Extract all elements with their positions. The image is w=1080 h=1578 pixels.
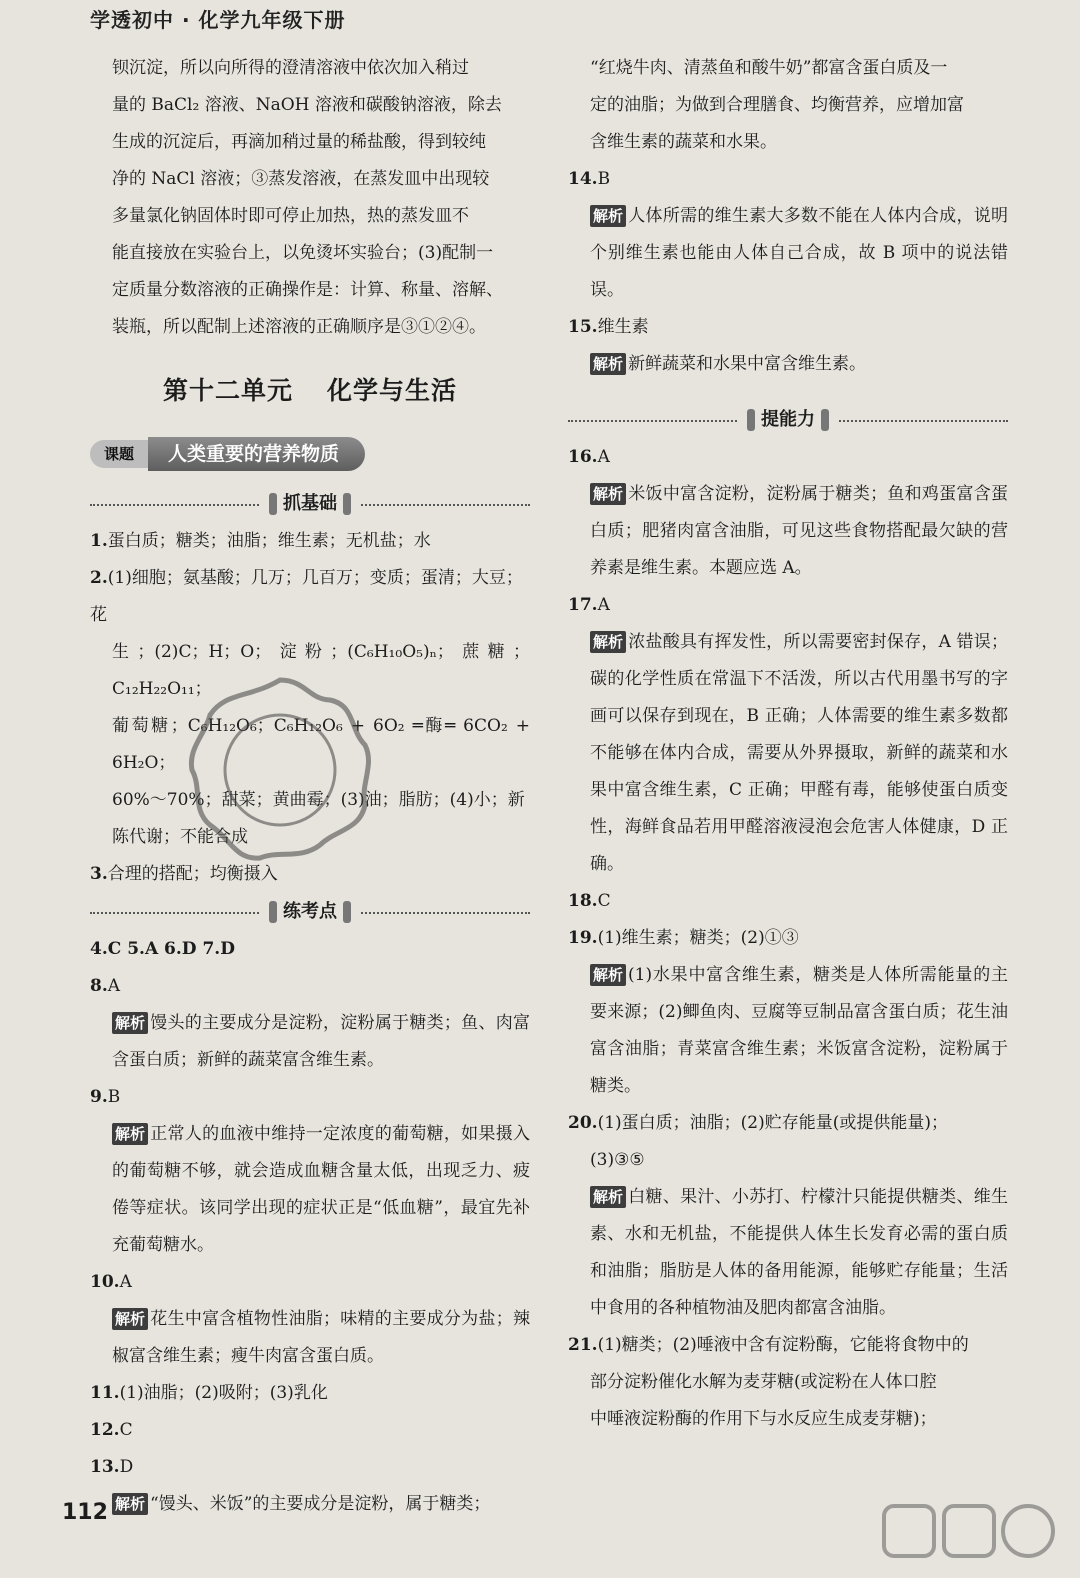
intro-paragraph bbox=[90, 50, 530, 346]
section-divider-basics bbox=[90, 489, 530, 519]
continued-paragraph bbox=[568, 50, 1008, 161]
item-number: 17. bbox=[568, 595, 598, 615]
item-number: 15. bbox=[568, 317, 598, 337]
section-divider-ability bbox=[568, 405, 1008, 435]
answer-item bbox=[568, 883, 1008, 920]
item-number: 21. bbox=[568, 1335, 598, 1355]
text-line: 60%～70%；甜菜；黄曲霉；(3)油；脂肪；(4)小；新 bbox=[112, 790, 525, 810]
explanation bbox=[568, 624, 1008, 883]
text-line: 中唾液淀粉酶的作用下与水反应生成麦芽糖)； bbox=[590, 1409, 937, 1429]
explanation bbox=[90, 1116, 530, 1264]
analysis-tag: 解析 bbox=[112, 1493, 148, 1515]
item-answer: D bbox=[119, 1457, 134, 1477]
analysis-tag: 解析 bbox=[112, 1123, 148, 1145]
item-number: 20. bbox=[568, 1113, 598, 1133]
explanation bbox=[568, 1179, 1008, 1327]
answer-item bbox=[568, 439, 1008, 476]
item-number: 14. bbox=[568, 169, 598, 189]
item-number: 9. bbox=[90, 1087, 108, 1107]
item-answer: C bbox=[119, 1420, 133, 1440]
item-answer: (1)油脂；(2)吸附；(3)乳化 bbox=[119, 1383, 328, 1403]
answer-item bbox=[90, 1375, 530, 1412]
answer-item: 4.C 5.A 6.D 7.D bbox=[90, 939, 235, 959]
answer-item bbox=[568, 920, 1008, 957]
text-line: 钡沉淀，所以向所得的澄清溶液中依次加入稍过 bbox=[112, 58, 469, 78]
explanation-text: 正常人的血液中维持一定浓度的葡萄糖，如果摄入的葡萄糖不够，就会造成血糖含量太低，出现乏力、疲倦等症状。该同学出现的症状正是“低血糖”，最宜先补充葡萄糖水。 bbox=[112, 1124, 530, 1255]
text-line: 定质量分数溶液的正确操作是：计算、称量、溶解、 bbox=[112, 280, 503, 300]
explanation-text: 米饭中富含淀粉，淀粉属于糖类；鱼和鸡蛋富含蛋白质；肥猪肉富含油脂，可见这些食物搭配最欠缺的营养素是维生素。本题应选 A。 bbox=[590, 484, 1008, 578]
answer-item bbox=[90, 1412, 530, 1449]
answer-item bbox=[568, 1105, 1008, 1142]
item-number: 1. bbox=[90, 531, 108, 551]
answer-item bbox=[90, 523, 530, 560]
text-line: “红烧牛肉、清蒸鱼和酸牛奶”都富含蛋白质及一 bbox=[590, 58, 948, 78]
answer-item bbox=[90, 1264, 530, 1301]
divider-cap-icon bbox=[821, 409, 829, 431]
text-line: 部分淀粉催化水解为麦芽糖(或淀粉在人体口腔 bbox=[590, 1372, 937, 1392]
item-number: 3. bbox=[90, 864, 108, 884]
explanation bbox=[90, 1301, 530, 1375]
divider-cap-icon bbox=[343, 493, 351, 515]
unit-name: 化学与生活 bbox=[327, 376, 458, 405]
divider-cap-icon bbox=[747, 409, 755, 431]
item-number: 8. bbox=[90, 976, 108, 996]
answer-item bbox=[568, 309, 1008, 346]
analysis-tag: 解析 bbox=[590, 1186, 626, 1208]
stamp-icon bbox=[180, 670, 380, 870]
item-number: 2. bbox=[90, 568, 108, 588]
item-answer: C bbox=[597, 891, 611, 911]
analysis-tag: 解析 bbox=[590, 483, 626, 505]
item-answer: 维生素 bbox=[597, 317, 649, 337]
explanation-text: 白糖、果汁、小苏打、柠檬汁只能提供糖类、维生素、水和无机盐，不能提供人体生长发育必需的蛋白质和油脂；脂肪是人体的备用能源，能够贮存能量；生活中食用的各种植物油及肥肉都富含油脂。 bbox=[590, 1187, 1008, 1318]
lesson-name: 人类重要的营养物质 bbox=[148, 437, 365, 471]
answer-item bbox=[568, 1327, 1008, 1364]
section-divider-practice bbox=[90, 897, 530, 927]
answer-item bbox=[90, 560, 530, 634]
answer-item bbox=[90, 1449, 530, 1486]
explanation bbox=[568, 346, 1008, 383]
explanation bbox=[90, 1005, 530, 1079]
page-header: 学透初中 · 化学九年级下册 bbox=[90, 8, 346, 32]
section-label: 提能力 bbox=[761, 409, 815, 430]
analysis-tag: 解析 bbox=[112, 1012, 148, 1034]
text-line: 生；(2)C；H；O；淀粉；(C₆H₁₀O₅)ₙ；蔗糖；C₁₂H₂₂O₁₁； bbox=[112, 642, 530, 699]
analysis-tag: 解析 bbox=[590, 631, 626, 653]
section-label: 练考点 bbox=[283, 901, 337, 922]
text-line: (3)③⑤ bbox=[590, 1150, 645, 1170]
explanation-text: 人体所需的维生素大多数不能在人体内合成，说明个别维生素也能由人体自己合成，故 B 项中的说法错误。 bbox=[590, 206, 1008, 300]
item-number: 10. bbox=[90, 1272, 120, 1292]
page-number: 112 bbox=[62, 1500, 108, 1525]
divider-cap-icon bbox=[269, 901, 277, 923]
answer-item bbox=[90, 968, 530, 1005]
item-number: 18. bbox=[568, 891, 598, 911]
explanation-text: 浓盐酸具有挥发性，所以需要密封保存，A 错误；碳的化学性质在常温下不活泼，所以古代用墨书写的字画可以保存到现在，B 正确；人体需要的维生素多数都不能够在体内合成，需要从外界摄取，新鲜的蔬菜和水果中富含维生素，C 正确；甲醛有毒，能够使蛋白质变性，海鲜食品若用甲醛溶液浸泡会危害人体健康，D 正确。 bbox=[590, 632, 1008, 874]
text-line: 生成的沉淀后，再滴加稍过量的稀盐酸，得到较纯 bbox=[112, 132, 486, 152]
item-answer: B bbox=[597, 169, 611, 189]
text-line: 葡萄糖；C₆H₁₂O₆；C₆H₁₂O₆ + 6O₂ ═酶═ 6CO₂ + 6H₂O； bbox=[112, 716, 530, 773]
explanation bbox=[568, 957, 1008, 1105]
answer-item bbox=[90, 1079, 530, 1116]
item-number: 12. bbox=[90, 1420, 120, 1440]
item-number: 19. bbox=[568, 928, 598, 948]
explanation-text: (1)水果中富含维生素，糖类是人体所需能量的主要来源；(2)鲫鱼肉、豆腐等豆制品富含蛋白质；花生油富含油脂；青菜富含维生素；米饭富含淀粉，淀粉属于糖类。 bbox=[590, 965, 1008, 1096]
item-answer: (1)细胞；氨基酸；几万；几百万；变质；蛋清；大豆；花 bbox=[90, 568, 523, 625]
text-line: 含维生素的蔬菜和水果。 bbox=[590, 132, 777, 152]
text-line: 多量氯化钠固体时即可停止加热，热的蒸发皿不 bbox=[112, 206, 469, 226]
explanation bbox=[568, 198, 1008, 309]
item-answer: A bbox=[107, 976, 121, 996]
text-line: 量的 BaCl₂ 溶液、NaOH 溶液和碳酸钠溶液，除去 bbox=[112, 95, 502, 115]
answer-item bbox=[568, 587, 1008, 624]
watermark-icon bbox=[880, 1502, 1060, 1572]
analysis-tag: 解析 bbox=[590, 353, 626, 375]
unit-number: 第十二单元 bbox=[162, 376, 293, 405]
analysis-tag: 解析 bbox=[590, 964, 626, 986]
explanation bbox=[568, 476, 1008, 587]
item-answer: A bbox=[119, 1272, 132, 1292]
explanation bbox=[90, 1486, 530, 1523]
item-answer: 蛋白质；糖类；油脂；维生素；无机盐；水 bbox=[107, 531, 431, 551]
right-column bbox=[568, 50, 1008, 1438]
unit-title bbox=[90, 372, 530, 409]
item-answer: (1)蛋白质；油脂；(2)贮存能量(或提供能量)； bbox=[597, 1113, 949, 1133]
analysis-tag: 解析 bbox=[590, 205, 626, 227]
section-label: 抓基础 bbox=[283, 493, 337, 514]
text-line: 净的 NaCl 溶液；③蒸发溶液，在蒸发皿中出现较 bbox=[112, 169, 490, 189]
explanation-text: 新鲜蔬菜和水果中富含维生素。 bbox=[628, 354, 867, 374]
item-answer: (1)糖类；(2)唾液中含有淀粉酶，它能将食物中的 bbox=[597, 1335, 969, 1355]
divider-cap-icon bbox=[269, 493, 277, 515]
item-answer: (1)维生素；糖类；(2)①③ bbox=[597, 928, 799, 948]
item-number: 16. bbox=[568, 447, 598, 467]
text-line: 定的油脂；为做到合理膳食、均衡营养，应增加富 bbox=[590, 95, 964, 115]
answer-item bbox=[568, 161, 1008, 198]
item-number: 13. bbox=[90, 1457, 120, 1477]
item-answer: A bbox=[597, 447, 610, 467]
item-answer: B bbox=[107, 1087, 121, 1107]
text-line: 陈代谢；不能合成 bbox=[112, 827, 248, 847]
explanation-text: 馒头的主要成分是淀粉，淀粉属于糖类；鱼、肉富含蛋白质；新鲜的蔬菜富含维生素。 bbox=[112, 1013, 530, 1070]
lesson-label: 课题 bbox=[90, 440, 148, 468]
text-line: 能直接放在实验台上，以免烫坏实验台；(3)配制一 bbox=[112, 243, 494, 263]
item-number: 11. bbox=[90, 1383, 120, 1403]
explanation-text: “馒头、米饭”的主要成分是淀粉，属于糖类； bbox=[150, 1494, 491, 1514]
item-answer: 合理的搭配；均衡摄入 bbox=[107, 864, 278, 884]
analysis-tag: 解析 bbox=[112, 1308, 148, 1330]
explanation-text: 花生中富含植物性油脂；味精的主要成分为盐；辣椒富含维生素；瘦牛肉富含蛋白质。 bbox=[112, 1309, 530, 1366]
text-line: 装瓶，所以配制上述溶液的正确顺序是③①②④。 bbox=[112, 317, 486, 337]
lesson-banner bbox=[90, 437, 530, 471]
divider-cap-icon bbox=[343, 901, 351, 923]
item-answer: A bbox=[597, 595, 610, 615]
